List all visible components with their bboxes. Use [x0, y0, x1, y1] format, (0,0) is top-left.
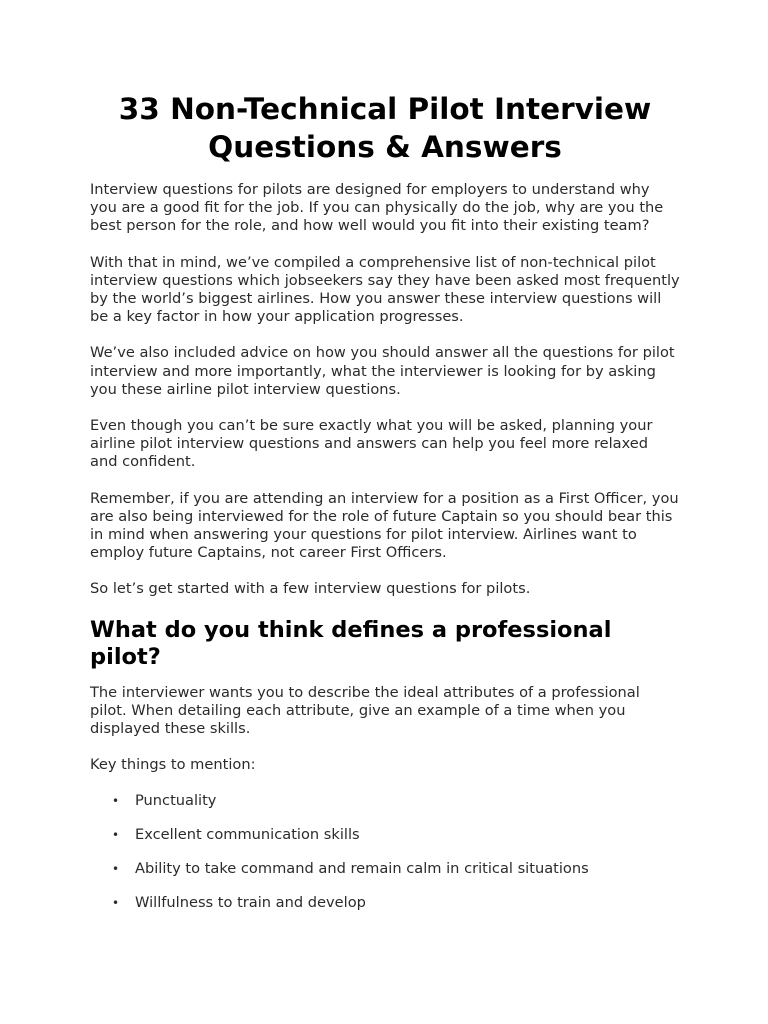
bullet-icon: •	[112, 861, 120, 876]
intro-paragraph-5: Remember, if you are attending an interview for a position as a First Officer, you are also being interviewed for the role of future Captain so you should bear this in mind when answering your questions for pilot interview. Airlines want to employ future Captains, not career First Officers.	[90, 489, 679, 562]
intro-paragraph-4: Even though you can’t be sure exactly what you will be asked, planning your airline pilot interview questions and answers can help you feel more relaxed and confident.	[90, 417, 653, 471]
list-item	[90, 894, 680, 912]
section-description: The interviewer wants you to describe the ideal attributes of a professional pilot. When detailing each attribute, give an example of a time when you displayed these skills.	[90, 683, 640, 738]
page-title: 33 Non-Technical Pilot Interview Questions & Answers	[118, 92, 652, 164]
intro-paragraph-2: With that in mind, we’ve compiled a comprehensive list of non-technical pilot interview questions which jobseekers say they have been asked most frequently by the world’s biggest airlines. How you answer these interview questions will be a key factor in how your application progresses.	[90, 253, 680, 326]
section-heading: What do you think defines a professional pilot?	[90, 616, 612, 670]
list-item	[90, 826, 680, 844]
intro-paragraph-1: Interview questions for pilots are designed for employers to understand why you are a good fit for the job. If you can physically do the job, why are you the best person for the role, and how well would you fit into their existing team?	[90, 181, 664, 235]
list-item-text: Ability to take command and remain calm in critical situations	[135, 859, 589, 877]
list-item	[90, 860, 680, 878]
key-things-label: Key things to mention:	[90, 756, 256, 774]
list-item-text: Excellent communication skills	[135, 826, 360, 844]
bullet-icon: •	[112, 895, 120, 910]
bullet-icon: •	[112, 794, 120, 809]
intro-paragraph-3: We’ve also included advice on how you should answer all the questions for pilot interview and more importantly, what the interviewer is looking for by asking you these airline pilot interview questions.	[90, 344, 675, 398]
document-page	[90, 90, 680, 927]
list-item-text: Punctuality	[135, 792, 217, 810]
key-things-list	[90, 792, 680, 911]
bullet-icon: •	[112, 828, 120, 843]
intro-paragraph-6: So let’s get started with a few interview questions for pilots.	[90, 580, 531, 598]
list-item-text: Willfulness to train and develop	[135, 893, 366, 911]
list-item	[90, 792, 680, 810]
